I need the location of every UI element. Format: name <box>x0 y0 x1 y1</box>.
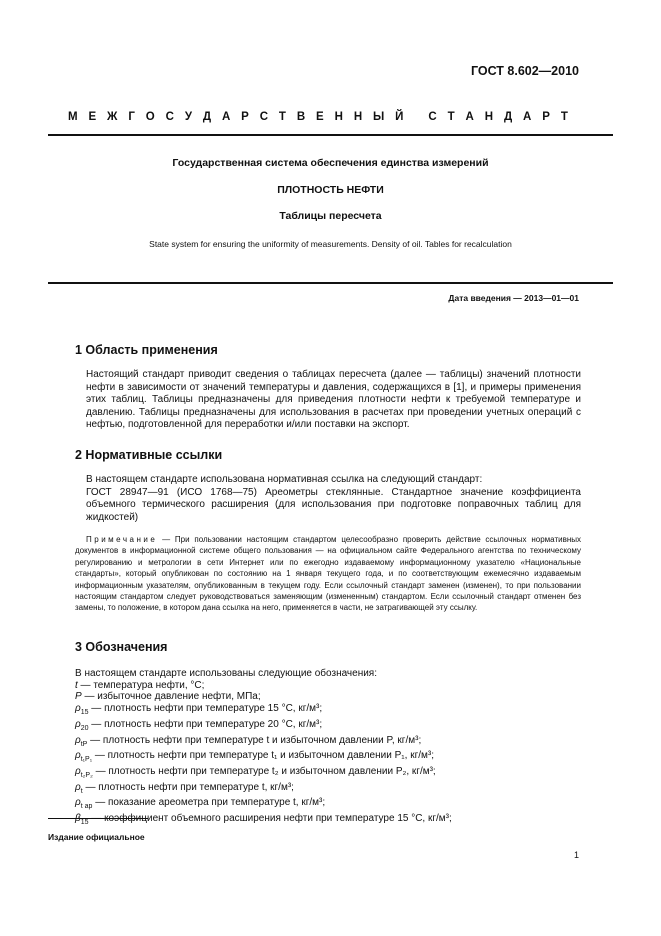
category-letter: Н <box>334 111 343 123</box>
category-letter: Д <box>202 111 212 123</box>
title-sub: Таблицы пересчета <box>279 210 382 222</box>
symbol-description: — избыточное давление нефти, МПа; <box>81 691 261 703</box>
section2-heading: 2 Нормативные ссылки <box>75 448 223 462</box>
symbol-item <box>75 735 581 751</box>
edition-label: Издание официальное <box>48 832 145 842</box>
section1-paragraph: Настоящий стандарт приводит сведения о таблицах пересчета (далее — таблицы) значений плотности нефти в зависимости от значений температуры и давления, содержащихся в [1], и примеры применения этих таблиц. Таблицы предназначены для приведения плотности нефти к требуемой температуре и давлению. Таблицы предназначены для использования в расчетах при проведении учетных операций с нефтью, подготовленной для переработки и/или поставки на экспорт. <box>86 369 581 430</box>
category-letter: Ы <box>373 111 385 123</box>
symbol-item <box>75 691 581 703</box>
note-text: — При пользовании настоящим стандартом целесообразно проверить действие ссылочных нормативных документов в информационной системе общего пользования — на официальном сайте Федерального агентства по техническому регулированию и метрологии в сети Интернет или по ежегодно издаваемому информационному указателю «Национальные стандарты», который опубликован по состоянию на 1 января текущего года, и по соответствующим ежемесячно издаваемым информационным указателям, опубликованным в текущем году. Если ссылочный стандарт заменен (изменен), то при пользовании настоящим стандартом следует руководствоваться заменяющим (измененным) стандартом. Если ссылочный стандарт отменен без замены, то положение, в котором дана ссылка на него, применяется в части, не затрагивающей эту ссылку. <box>75 535 581 613</box>
symbol: ρ <box>75 781 81 793</box>
symbols-list <box>75 668 581 829</box>
symbol-item <box>75 719 581 735</box>
introduction-date: Дата введения — 2013—01—01 <box>448 293 579 303</box>
category-letter: Н <box>353 111 363 123</box>
category-letter: С <box>428 111 437 123</box>
symbol: β <box>75 813 81 825</box>
symbol: ρ <box>75 750 81 762</box>
category-letter: Т <box>560 111 568 123</box>
symbol-description: — плотность нефти при температуре t и избыточном давлении P, кг/м³; <box>87 734 422 746</box>
category-letter: Ж <box>107 111 118 123</box>
symbol-item <box>75 766 581 782</box>
section1-heading: 1 Область применения <box>75 343 218 357</box>
title-english: State system for ensuring the uniformity of measurements. Density of oil. Tables for recalculation <box>149 239 512 249</box>
symbol: ρ <box>75 703 81 715</box>
section2-reference: ГОСТ 28947—91 (ИСО 1768—75) Ареометры стеклянные. Стандартное значение коэффициента объемного термического расширения (для использования при подготовке поправочных таблиц для жидкостей) <box>86 486 581 523</box>
section3-heading: 3 Обозначения <box>75 640 168 654</box>
symbol-description: — плотность нефти при температуре t₂ и избыточном давлении P₂, кг/м³; <box>92 765 436 777</box>
symbol: P <box>75 691 82 703</box>
symbol: ρ <box>75 734 81 746</box>
symbol-item <box>75 680 581 692</box>
category-letter: С <box>165 111 174 123</box>
category-letter: Р <box>241 111 249 123</box>
section2-text <box>75 474 581 524</box>
category-letter <box>414 111 417 123</box>
symbol-subscript: 15 <box>80 819 89 827</box>
category-letter: У <box>184 111 192 123</box>
symbol-description: — плотность нефти при температуре t, кг/м³; <box>82 781 294 793</box>
symbol-item <box>75 703 581 719</box>
symbol-subscript: tP <box>80 740 88 748</box>
symbol: ρ <box>75 797 81 809</box>
symbol: ρ <box>75 765 81 777</box>
category-letter: С <box>259 111 269 123</box>
symbol-item <box>75 813 581 829</box>
section1-text <box>75 369 581 432</box>
symbol-item <box>75 750 581 766</box>
standard-category <box>68 111 568 123</box>
symbol-item <box>75 797 581 813</box>
title-system: Государственная система обеспечения единства измерений <box>172 157 489 169</box>
note-label: Примечание <box>86 535 158 544</box>
category-letter: Р <box>542 111 550 123</box>
category-letter: Г <box>128 111 135 123</box>
document-number: ГОСТ 8.602—2010 <box>470 64 579 78</box>
symbol-item <box>75 782 581 798</box>
symbol-subscript: t ар <box>80 803 93 811</box>
title-main: ПЛОТНОСТЬ НЕФТИ <box>277 184 384 196</box>
top-rule <box>48 134 613 136</box>
symbol: t <box>75 679 78 691</box>
title-rule <box>48 282 613 284</box>
category-letter: Е <box>88 111 97 123</box>
symbol-subscript: 15 <box>80 709 89 717</box>
category-letter: А <box>221 111 231 123</box>
symbols-intro: В настоящем стандарте использованы следующие обозначения: <box>75 668 378 679</box>
category-letter: В <box>296 111 306 123</box>
section2-line1: В настоящем стандарте использована нормативная ссылка на следующий стандарт: <box>86 474 483 485</box>
category-letter: Й <box>395 111 404 123</box>
category-letter: А <box>465 111 474 123</box>
symbol: ρ <box>75 718 81 730</box>
symbol-subscript: t <box>80 787 83 795</box>
category-letter: Е <box>316 111 324 123</box>
category-letter: Т <box>447 111 455 123</box>
category-letter: М <box>68 111 78 123</box>
footer-rule <box>48 818 148 819</box>
category-letter: А <box>523 111 532 123</box>
category-letter: Д <box>503 111 513 123</box>
symbol-description: — плотность нефти при температуре 20 °С, кг/м³; <box>88 718 323 730</box>
symbol-description: — температура нефти, °С; <box>77 679 205 691</box>
symbol-subscript: t₂P₂ <box>80 771 93 779</box>
symbol-description: — показание ареометра при температуре t, кг/м³; <box>92 797 326 809</box>
section2-note <box>75 534 581 614</box>
symbol-description: — коэффициент объемного расширения нефти при температуре 15 °С, кг/м³; <box>88 813 452 825</box>
page-number: 1 <box>573 850 579 860</box>
symbol-description: — плотность нефти при температуре t₁ и избыточном давлении P₁, кг/м³; <box>92 750 434 762</box>
category-letter: Н <box>484 111 494 123</box>
category-letter: Т <box>278 111 286 123</box>
category-letter: О <box>145 111 155 123</box>
symbol-subscript: 20 <box>80 724 89 732</box>
symbol-description: — плотность нефти при температуре 15 °С, кг/м³; <box>88 703 323 715</box>
symbol-subscript: t₁P₁ <box>80 756 93 764</box>
